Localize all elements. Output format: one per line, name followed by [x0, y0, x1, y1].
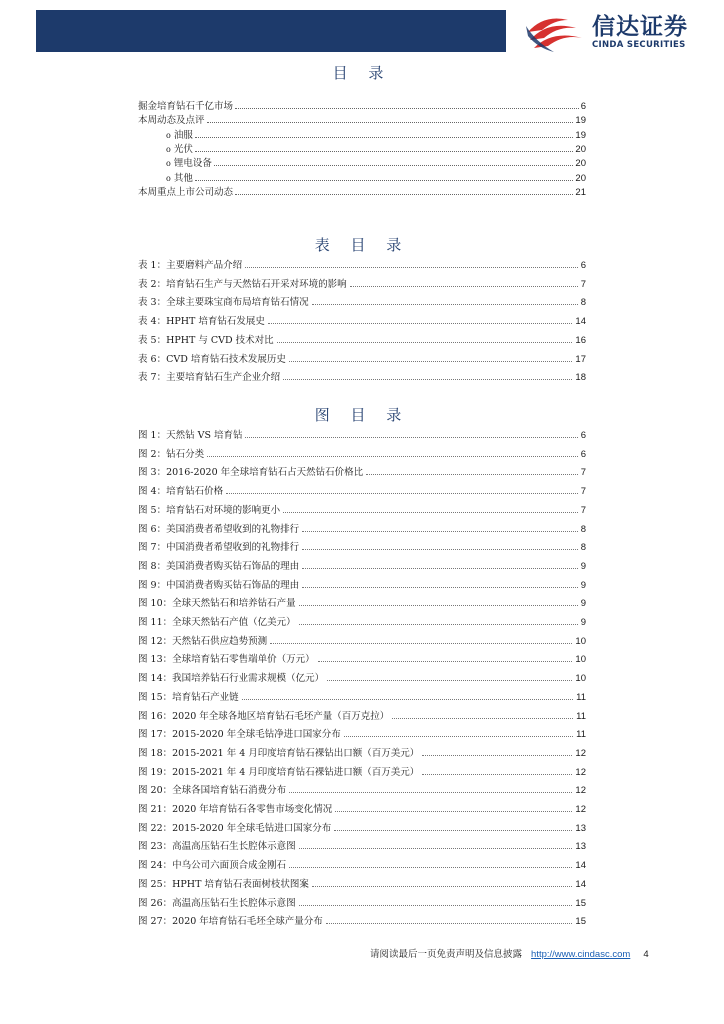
- figure-entry-page: 12: [575, 785, 586, 797]
- figure-entry-text: 图 12：天然钻石供应趋势预测: [138, 635, 268, 647]
- dot-leader: [392, 709, 573, 719]
- dot-leader: [299, 596, 578, 606]
- figure-entry-page: 7: [580, 467, 586, 479]
- figure-entry-text: 图 20：全球各国培育钻石消费分布: [138, 785, 287, 797]
- toc-title: 目 录: [332, 64, 392, 82]
- dot-leader: [207, 447, 578, 457]
- figure-entry-page: 15: [575, 897, 586, 909]
- figure-entry-label: [138, 691, 239, 705]
- dot-leader: [245, 428, 577, 438]
- toc-entry-label: [166, 157, 212, 171]
- figure-entry-page: 7: [580, 486, 586, 498]
- figures-title: 图 目 录: [314, 406, 410, 424]
- figure-entry-label: [138, 653, 315, 667]
- figure-entry[interactable]: [138, 634, 586, 648]
- figure-entry-label: [138, 915, 323, 929]
- figure-entry[interactable]: [138, 559, 586, 573]
- table-entry-text: 表 2：培育钻石生产与天然钻石开采对环境的影响: [138, 278, 347, 290]
- figure-entry-label: [138, 840, 296, 854]
- tables-title: 表 目 录: [314, 236, 410, 254]
- toc-entry-text: 本周动态及点评: [138, 115, 205, 127]
- figure-entry[interactable]: [138, 914, 586, 928]
- figure-entry-label: [138, 897, 296, 911]
- figure-entry-page: 7: [580, 504, 586, 516]
- figure-entry-label: [138, 878, 309, 892]
- figure-entry[interactable]: [138, 690, 586, 704]
- figure-entry-label: [138, 747, 419, 761]
- dot-leader: [302, 559, 578, 569]
- dot-leader: [270, 634, 572, 644]
- figure-entry-label: [138, 728, 341, 742]
- table-entry-label: [138, 371, 280, 385]
- table-entry-text: 表 3：全球主要珠宝商布局培育钻石情况: [138, 297, 309, 309]
- dot-leader: [312, 295, 578, 305]
- dot-leader: [299, 615, 578, 625]
- figure-entry-text: 图 19：2015-2021 年 4 月印度培育钻石裸钻进口额（百万美元）: [138, 766, 420, 778]
- figure-entry-page: 11: [576, 710, 586, 722]
- dot-leader: [312, 877, 572, 887]
- toc-entry-page: 19: [575, 129, 586, 141]
- figure-entry-page: 9: [580, 598, 586, 610]
- dot-leader: [289, 783, 572, 793]
- table-entry[interactable]: [138, 295, 586, 309]
- figure-entry-text: 图 14：我国培养钻石行业需求规模（亿元）: [138, 673, 325, 685]
- figure-entry-text: 图 13：全球培育钻石零售端单价（万元）: [138, 654, 315, 666]
- figure-entry[interactable]: [138, 709, 586, 723]
- toc-entry-page: 21: [575, 186, 586, 198]
- dot-leader: [344, 727, 573, 737]
- toc-entry-page: 20: [575, 172, 586, 184]
- figure-entry-text: 图 10：全球天然钻石和培养钻石产量: [138, 598, 296, 610]
- dot-leader: [302, 540, 578, 550]
- figure-entry[interactable]: [138, 746, 586, 760]
- figure-entry-text: 图 11：全球天然钻石产值（亿美元）: [138, 617, 296, 628]
- figure-entry-page: 8: [580, 542, 586, 554]
- figure-entry[interactable]: [138, 465, 586, 479]
- toc-entry[interactable]: [138, 113, 586, 127]
- figure-entry-page: 6: [580, 430, 586, 441]
- figure-entry-text: 图 16：2020 年全球各地区培育钻石毛坯产量（百万克拉）: [138, 710, 390, 722]
- toc-entry-label: [138, 186, 233, 200]
- dot-leader: [283, 370, 572, 380]
- figure-entry-label: [138, 466, 363, 480]
- figure-entry-label: [138, 560, 299, 574]
- dot-leader: [350, 277, 578, 287]
- toc-entry[interactable]: [166, 128, 586, 142]
- header-band: [36, 10, 506, 52]
- table-entry-page: 7: [580, 278, 586, 290]
- table-entry-text: 表 4：HPHT 培育钻石发展史: [138, 316, 265, 328]
- figure-entry-label: [138, 822, 331, 836]
- dot-leader: [318, 652, 573, 662]
- toc-entry-page: 19: [575, 115, 586, 127]
- table-entry-text: 表 6：CVD 培育钻石技术发展历史: [138, 353, 286, 365]
- figure-entry-page: 10: [575, 635, 586, 647]
- figure-entry-label: [138, 523, 299, 537]
- figure-entry-text: 图 4：培育钻石价格: [138, 486, 224, 498]
- toc-entry[interactable]: [166, 171, 586, 185]
- figure-entry-label: [138, 616, 296, 630]
- figure-entry-text: 图 27：2020 年培育钻石毛坯全球产量分布: [138, 916, 323, 928]
- figure-entry-text: 图 9：中国消费者购买钻石饰品的理由: [138, 579, 300, 591]
- figure-entry[interactable]: [138, 783, 586, 797]
- table-entry-text: 表 5：HPHT 与 CVD 技术对比: [138, 334, 274, 346]
- figure-entry-page: 9: [580, 579, 586, 591]
- dot-leader: [299, 839, 573, 849]
- figure-entry-label: [138, 672, 324, 686]
- table-entry-text: 表 1：主要磨料产品介绍: [138, 260, 243, 271]
- figure-entry-text: 图 3：2016-2020 年全球培育钻石占天然钻石价格比: [138, 467, 364, 479]
- toc-entry-label: [166, 172, 193, 186]
- figure-entry-label: [138, 429, 242, 443]
- figure-entry[interactable]: [138, 522, 586, 536]
- dot-leader: [366, 465, 578, 475]
- dot-leader: [235, 185, 573, 195]
- figure-entry-page: 9: [580, 617, 586, 628]
- footer-notice: 请阅读最后一页免责声明及信息披露: [370, 949, 523, 960]
- toc-entry[interactable]: [138, 99, 586, 113]
- toc-entry-page: 20: [575, 143, 586, 155]
- footer: [370, 948, 649, 962]
- figure-entry[interactable]: [138, 503, 586, 517]
- figure-entry-page: 10: [575, 673, 586, 685]
- table-entry[interactable]: [138, 333, 586, 347]
- bullet-icon: o: [166, 144, 171, 154]
- table-entry-page: 8: [580, 297, 586, 309]
- figure-entry-text: 图 8：美国消费者购买钻石饰品的理由: [138, 560, 300, 572]
- table-entry-text: 表 7：主要培育钻石生产企业介绍: [138, 372, 281, 384]
- figure-entry-text: 图 18：2015-2021 年 4 月印度培育钻石裸钻出口额（百万美元）: [138, 747, 420, 759]
- figure-entry[interactable]: [138, 596, 586, 610]
- figure-entry-label: [138, 579, 299, 593]
- figure-entry-text: 图 24：中乌公司六面顶合成金刚石: [138, 860, 287, 872]
- table-entry-page: 18: [575, 372, 586, 384]
- dot-leader: [326, 914, 573, 924]
- toc-entry-text: 油服: [173, 129, 193, 141]
- dot-leader: [289, 352, 573, 362]
- figure-entry-text: 图 21：2020 年培育钻石各零售市场变化情况: [138, 804, 333, 815]
- dot-leader: [226, 484, 578, 494]
- figure-entry-page: 13: [575, 841, 586, 853]
- dot-leader: [299, 896, 573, 906]
- bullet-icon: o: [166, 130, 171, 140]
- table-entry[interactable]: [138, 370, 586, 384]
- figure-entry[interactable]: [138, 540, 586, 554]
- dot-leader: [327, 671, 572, 681]
- cinda-logo-icon: [524, 12, 584, 54]
- figure-entry[interactable]: [138, 447, 586, 461]
- table-entry-page: 16: [575, 334, 586, 346]
- dot-leader: [242, 690, 574, 700]
- figure-entry-label: [138, 710, 389, 724]
- table-entry-page: 17: [575, 353, 586, 365]
- table-entry-label: [138, 334, 274, 348]
- figure-entry-text: 图 7：中国消费者希望收到的礼物排行: [138, 542, 300, 554]
- figure-entry-label: [138, 766, 419, 780]
- dot-leader: [195, 171, 574, 181]
- dot-leader: [207, 113, 574, 123]
- figure-entry[interactable]: [138, 877, 586, 891]
- page-number: 4: [643, 949, 649, 960]
- toc-entry[interactable]: [138, 185, 586, 199]
- figure-entry-page: 14: [575, 860, 586, 872]
- brand-name-cn: 信达证券: [592, 14, 688, 40]
- dot-leader: [245, 258, 578, 268]
- figure-entry-page: 15: [575, 916, 586, 928]
- toc-entry-text: 光伏: [173, 143, 193, 155]
- figure-entry-text: 图 15：培育钻石产业链: [138, 691, 239, 703]
- figure-entry-label: [138, 635, 267, 649]
- dot-leader: [283, 503, 578, 513]
- figure-entry-label: [138, 541, 299, 555]
- figure-entry[interactable]: [138, 802, 586, 816]
- table-entry[interactable]: [138, 314, 586, 328]
- figure-entry-label: [138, 859, 286, 873]
- toc-entry-text: 其他: [173, 172, 193, 184]
- toc-entry-label: [166, 129, 193, 143]
- figure-entry[interactable]: [138, 578, 586, 592]
- figure-entry[interactable]: [138, 821, 586, 835]
- dot-leader: [302, 578, 578, 588]
- figure-entry-page: 8: [580, 523, 586, 535]
- table-entry[interactable]: [138, 258, 586, 272]
- brand-name-en: CINDA SECURITIES: [592, 40, 686, 50]
- toc-entry-label: [138, 114, 205, 128]
- figure-entry-page: 11: [576, 729, 586, 741]
- figure-entry-text: 图 17：2015-2020 年全球毛钻净进口国家分布: [138, 729, 341, 741]
- table-entry-page: 6: [580, 260, 586, 271]
- figure-entry[interactable]: [138, 671, 586, 685]
- toc-entry-page: 6: [580, 101, 586, 112]
- toc-entry-label: [166, 143, 193, 157]
- figure-entry-text: 图 1：天然钻 VS 培育钻: [138, 430, 243, 441]
- table-entry-label: [138, 278, 347, 292]
- figure-entry[interactable]: [138, 765, 586, 779]
- figure-entry-page: 9: [580, 560, 586, 572]
- table-entry-label: [138, 296, 309, 310]
- figure-entry-text: 图 23：高温高压钻石生长腔体示意图: [138, 841, 296, 853]
- figure-entry[interactable]: [138, 484, 586, 498]
- figure-entry-page: 10: [575, 654, 586, 666]
- figure-entry-page: 6: [580, 448, 586, 460]
- bullet-icon: o: [166, 159, 171, 169]
- figure-entry-text: 图 26：高温高压钻石生长腔体示意图: [138, 897, 296, 909]
- figure-entry[interactable]: [138, 896, 586, 910]
- figure-entry-text: 图 25：HPHT 培育钻石表面树枝状图案: [138, 878, 309, 890]
- figure-entry-page: 14: [575, 878, 586, 890]
- figure-entry-label: [138, 448, 204, 462]
- figure-entry-label: [138, 597, 296, 611]
- dot-leader: [268, 314, 573, 324]
- figure-entry-label: [138, 784, 286, 798]
- figure-entry[interactable]: [138, 428, 586, 442]
- table-entry[interactable]: [138, 277, 586, 291]
- table-entry-label: [138, 353, 286, 367]
- figure-entry-text: 图 22：2015-2020 年全球毛钻进口国家分布: [138, 822, 332, 834]
- figure-entry-label: [138, 504, 280, 518]
- footer-link[interactable]: http://www.cindasc.com: [531, 949, 631, 960]
- dot-leader: [195, 142, 574, 152]
- figure-entry[interactable]: [138, 727, 586, 741]
- toc-entry[interactable]: [166, 156, 586, 170]
- figure-entry[interactable]: [138, 615, 586, 629]
- bullet-icon: o: [166, 173, 171, 183]
- dot-leader: [235, 99, 579, 109]
- figure-entry-text: 图 6：美国消费者希望收到的礼物排行: [138, 523, 300, 535]
- figure-entry-text: 图 5：培育钻石对环境的影响更小: [138, 504, 281, 516]
- figure-entry[interactable]: [138, 652, 586, 666]
- dot-leader: [334, 821, 572, 831]
- dot-leader: [422, 765, 572, 775]
- figure-entry-text: 图 2：钻石分类: [138, 448, 205, 460]
- toc-entry-text: 本周重点上市公司动态: [138, 186, 234, 198]
- toc-entry-label: [138, 100, 233, 114]
- dot-leader: [422, 746, 572, 756]
- dot-leader: [335, 802, 572, 812]
- toc-entry-page: 20: [575, 158, 586, 170]
- figure-entry[interactable]: [138, 858, 586, 872]
- figure-entry-label: [138, 485, 223, 499]
- figure-entry-page: 11: [576, 691, 586, 703]
- figure-entry[interactable]: [138, 839, 586, 853]
- figure-entry-label: [138, 803, 332, 817]
- figure-entry-page: 12: [575, 747, 586, 759]
- table-entry-label: [138, 315, 265, 329]
- table-entry-page: 14: [575, 316, 586, 328]
- figure-entry-page: 12: [575, 804, 586, 815]
- toc-entry-text: 锂电设备: [173, 158, 212, 170]
- figure-entry-page: 13: [575, 822, 586, 834]
- dot-leader: [289, 858, 572, 868]
- toc-entry-text: 掘金培育钻石千亿市场: [138, 101, 234, 112]
- dot-leader: [277, 333, 573, 343]
- table-entry-label: [138, 259, 242, 273]
- table-entry[interactable]: [138, 352, 586, 366]
- dot-leader: [195, 128, 574, 138]
- figure-entry-page: 12: [575, 766, 586, 778]
- dot-leader: [214, 156, 574, 166]
- toc-entry[interactable]: [166, 142, 586, 156]
- dot-leader: [302, 522, 578, 532]
